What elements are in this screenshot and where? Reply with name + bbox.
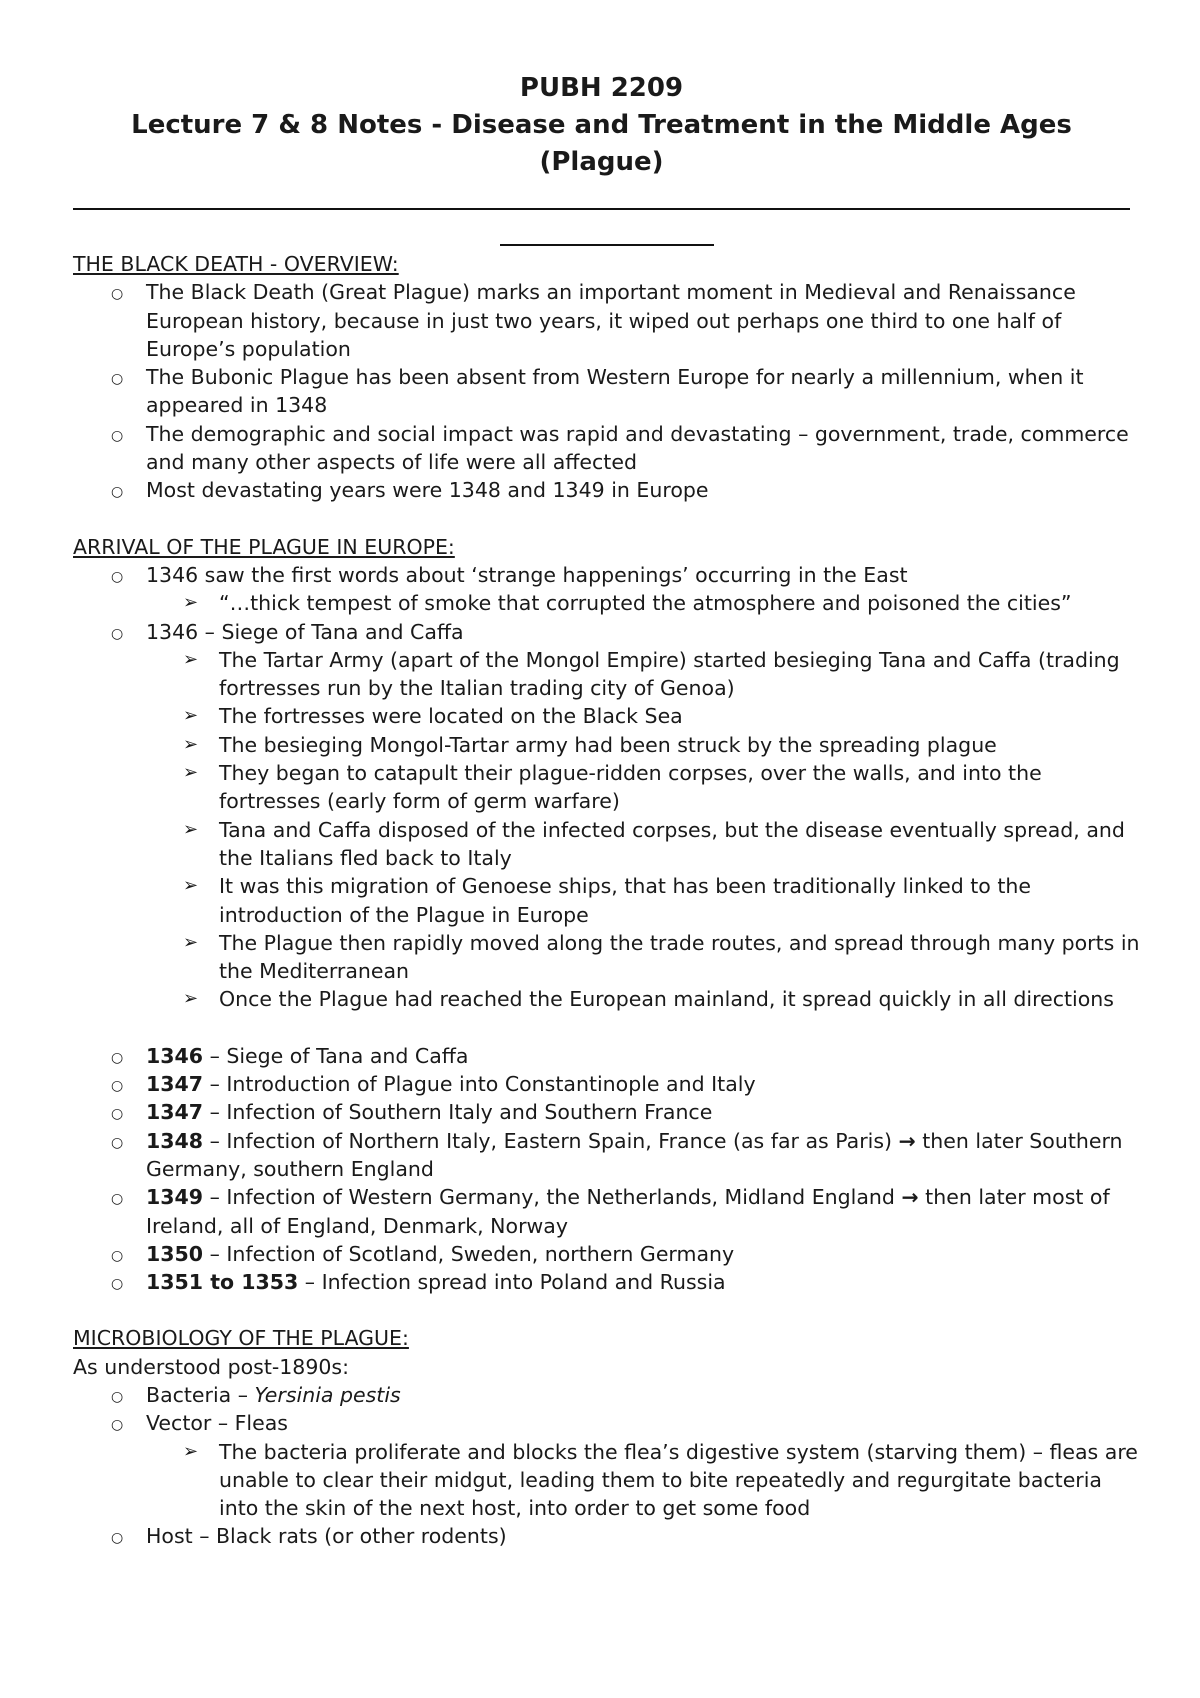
circle-bullet-icon: ○ <box>111 1134 124 1151</box>
sub-list-item: ➢ They began to catapult their plague-ridden corpses, over the walls, and into the fortresses (early form of germ warfare) <box>183 761 1042 814</box>
arrowhead-bullet-icon: ➢ <box>183 762 199 784</box>
arrowhead-bullet-icon: ➢ <box>183 875 199 897</box>
microbiology-list <box>73 1381 1143 1551</box>
timeline-item: ○ 1347 – Infection of Southern Italy and Southern France <box>73 1098 1143 1126</box>
timeline-year: 1348 <box>146 1128 204 1153</box>
microbiology-heading: MICROBIOLOGY OF THE PLAGUE: <box>73 1326 409 1351</box>
timeline-year: 1351 to 1353 <box>146 1270 299 1295</box>
list-item: ○ Vector – Fleas <box>73 1409 1143 1437</box>
list-item: ○ The Bubonic Plague has been absent from Western Europe for nearly a millennium, when it appeared in 1348 <box>111 365 1084 418</box>
circle-bullet-icon: ○ <box>111 568 124 585</box>
sub-list-item: ➢ Once the Plague had reached the European mainland, it spread quickly in all directions <box>73 985 1143 1013</box>
timeline-list <box>73 1042 1143 1297</box>
header-divider <box>73 208 1130 210</box>
circle-bullet-icon: ○ <box>111 625 124 642</box>
spacer <box>73 1014 1143 1042</box>
timeline-item: ○ 1347 – Introduction of Plague into Constantinople and Italy <box>73 1070 1143 1098</box>
circle-bullet-icon: ○ <box>111 1530 124 1547</box>
list-item: ○ Host – Black rats (or other rodents) <box>73 1522 1143 1550</box>
arrowhead-bullet-icon: ➢ <box>183 705 199 727</box>
circle-bullet-icon: ○ <box>111 286 124 303</box>
sub-list-item: ➢ The bacteria proliferate and blocks the flea’s digestive system (starving them) – fleas are unable to clear their midgut, leading them to bite repeatedly and regurgitate bacteria into the skin of the next host, into order to get some food <box>183 1439 1138 1521</box>
arrowhead-bullet-icon: ➢ <box>183 1440 199 1462</box>
arrow-right-icon: → <box>898 1128 916 1153</box>
course-code: PUBH 2209 <box>519 73 684 103</box>
list-item: ○ The demographic and social impact was rapid and devastating – government, trade, commerce and many other aspects of life were all affected <box>111 421 1129 475</box>
circle-bullet-icon: ○ <box>111 1106 124 1123</box>
spacer <box>73 505 1143 533</box>
list-item: ○ Most devastating years were 1348 and 1349 in Europe <box>73 476 1143 504</box>
list-item: ○ The Black Death (Great Plague) marks an important moment in Medieval and Renaissance European history, because in just two years, it wiped out perhaps one third to one half of Europe’s population <box>111 280 1076 361</box>
arrowhead-bullet-icon: ➢ <box>183 733 199 755</box>
sub-list-item: ➢ The fortresses were located on the Black Sea <box>73 702 1143 730</box>
arrowhead-bullet-icon: ➢ <box>183 648 199 670</box>
list-item: ○ Bacteria – Yersinia pestis <box>73 1381 1143 1409</box>
timeline-year: 1346 <box>146 1043 204 1068</box>
circle-bullet-icon: ○ <box>111 1388 124 1405</box>
microbiology-intro: As understood post-1890s: <box>73 1354 350 1379</box>
timeline-item: ○ 1346 – Siege of Tana and Caffa <box>73 1042 1143 1070</box>
arrow-right-icon: → <box>901 1185 919 1210</box>
notes-body <box>73 250 1143 1551</box>
circle-bullet-icon: ○ <box>111 1417 124 1434</box>
arrowhead-bullet-icon: ➢ <box>183 931 199 953</box>
circle-bullet-icon: ○ <box>111 1078 124 1095</box>
timeline-year: 1347 <box>146 1072 204 1097</box>
circle-bullet-icon: ○ <box>111 1191 124 1208</box>
timeline-year: 1349 <box>146 1185 204 1210</box>
arrival-list <box>73 561 1143 1014</box>
overview-heading: THE BLACK DEATH - OVERVIEW: <box>73 252 399 276</box>
timeline-item: ○ 1351 to 1353 – Infection spread into Poland and Russia <box>73 1268 1143 1296</box>
species-name: Yersinia pestis <box>254 1382 401 1407</box>
circle-bullet-icon: ○ <box>111 484 124 501</box>
spacer <box>73 1296 1143 1324</box>
timeline-item: ○ 1350 – Infection of Scotland, Sweden, northern Germany <box>73 1240 1143 1268</box>
sub-list-item: ➢ The Tartar Army (apart of the Mongol Empire) started besieging Tana and Caffa (trading fortresses run by the Italian trading city of Genoa) <box>183 647 1120 701</box>
circle-bullet-icon: ○ <box>111 1049 124 1066</box>
circle-bullet-icon: ○ <box>111 427 124 444</box>
timeline-item: ○ 1348 – Infection of Northern Italy, Eastern Spain, France (as far as Paris) → then later Southern Germany, southern England <box>111 1128 1123 1181</box>
arrowhead-bullet-icon: ➢ <box>183 592 199 614</box>
sub-list-item: ➢ The Plague then rapidly moved along the trade routes, and spread through many ports in the Mediterranean <box>183 930 1140 984</box>
sub-list-item: ➢ Tana and Caffa disposed of the infected corpses, but the disease eventually spread, and the Italians fled back to Italy <box>183 817 1125 870</box>
document-header <box>73 70 1130 181</box>
list-item: ○ 1346 – Siege of Tana and Caffa <box>73 618 1143 646</box>
arrowhead-bullet-icon: ➢ <box>183 988 199 1010</box>
overview-list <box>73 278 1143 504</box>
lecture-title: Lecture 7 & 8 Notes - Disease and Treatment in the Middle Ages <box>131 110 1072 140</box>
timeline-item: ○ 1349 – Infection of Western Germany, the Netherlands, Midland England → then later most of Ireland, all of England, Denmark, Norway <box>111 1185 1110 1238</box>
lecture-subtitle: (Plague) <box>539 147 664 177</box>
arrowhead-bullet-icon: ➢ <box>183 818 199 840</box>
short-divider <box>500 244 714 246</box>
timeline-year: 1350 <box>146 1241 204 1266</box>
timeline-year: 1347 <box>146 1100 204 1125</box>
circle-bullet-icon: ○ <box>111 371 124 388</box>
arrival-heading: ARRIVAL OF THE PLAGUE IN EUROPE: <box>73 534 455 559</box>
circle-bullet-icon: ○ <box>111 1276 124 1293</box>
sub-list-item: ➢ The besieging Mongol-Tartar army had been struck by the spreading plague <box>73 731 1143 759</box>
circle-bullet-icon: ○ <box>111 1247 124 1264</box>
sub-list-item: ➢ It was this migration of Genoese ships, that has been traditionally linked to the introduction of the Plague in Europe <box>183 874 1031 927</box>
sub-list-item: ➢ “…thick tempest of smoke that corrupted the atmosphere and poisoned the cities” <box>73 589 1143 617</box>
list-item: ○ 1346 saw the first words about ‘strange happenings’ occurring in the East <box>73 561 1143 589</box>
